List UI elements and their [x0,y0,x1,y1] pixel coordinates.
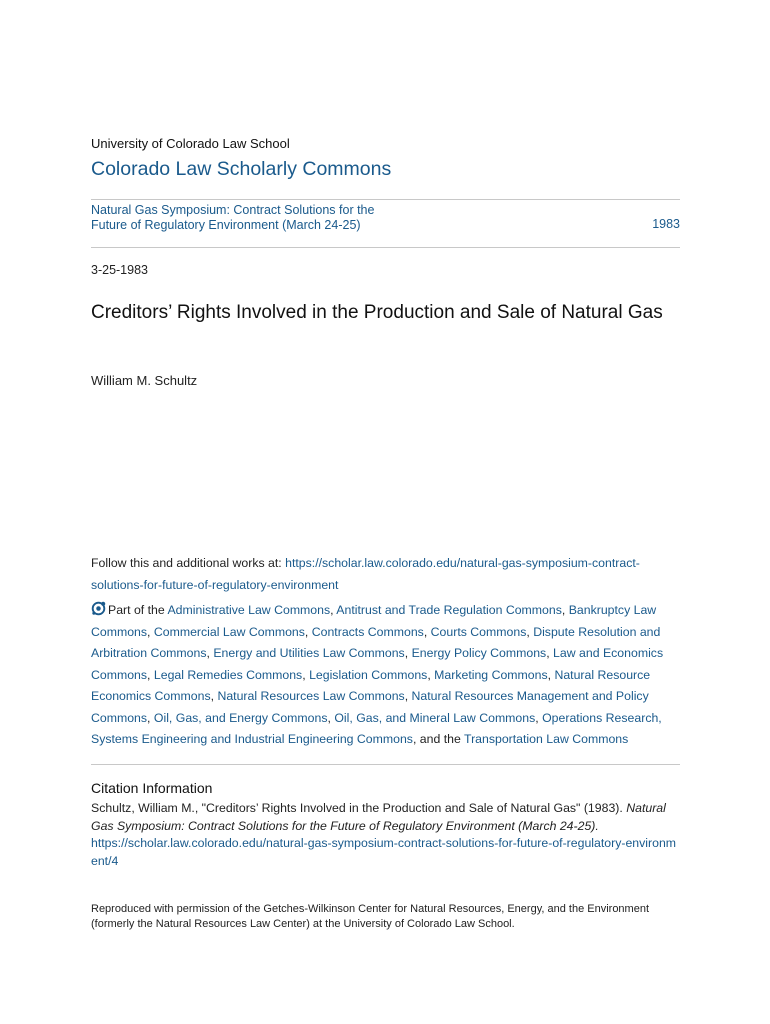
commons-link[interactable]: Oil, Gas, and Mineral Law Commons [334,710,536,725]
commons-link[interactable]: Transportation Law Commons [464,732,629,746]
citation-body [91,800,680,870]
commons-separator: , [423,624,431,639]
commons-separator: , [404,689,412,703]
document-page [91,0,680,1024]
commons-link[interactable]: Energy and Utilities Law Commons [213,646,405,660]
commons-separator: , [147,624,154,639]
commons-separator: , [561,603,569,617]
commons-link[interactable]: Natural Resource Economics Commons [91,667,651,703]
institution-name: University of Colorado Law School [91,136,290,151]
citation-divider [91,764,680,765]
commons-link[interactable]: Courts Commons [430,624,527,639]
commons-list [91,603,663,746]
commons-separator: , [206,646,214,660]
series-link[interactable]: Natural Gas Symposium: Contract Solutions for the Future of Regulatory Environment (March 24-25) [91,203,375,232]
series-row [91,203,680,245]
commons-link[interactable]: Energy Policy Commons [411,646,547,660]
commons-separator: , [535,710,543,725]
article-title: Creditors’ Rights Involved in the Production and Sale of Natural Gas [91,302,663,323]
article-author: William M. Schultz [91,373,198,388]
commons-link[interactable]: Natural Resources Management and Policy Commons [91,689,649,725]
commons-link[interactable]: Legal Remedies Commons [153,667,303,682]
commons-separator: , [302,667,310,682]
follow-prefix: Follow this and additional works at: [91,556,286,570]
commons-separator: , and the [412,732,465,746]
citation-url-link[interactable]: https://scholar.law.colorado.edu/natural-gas-symposium-contract-solutions-for-future-of-regulatory-environment/4 [91,836,677,868]
commons-link[interactable]: Natural Resources Law Commons [217,689,405,703]
commons-link[interactable]: Contracts Commons [311,624,424,639]
follow-url-link[interactable]: https://scholar.law.colorado.edu/natural-gas-symposium-contract-solutions-for-future-of-regulatory-environment [91,556,640,592]
citation-period: . [595,818,599,833]
commons-separator: , [546,646,554,660]
commons-link[interactable]: Administrative Law Commons [167,603,331,617]
header-divider [91,199,680,200]
part-of-commons [91,600,680,751]
commons-link[interactable]: Oil, Gas, and Energy Commons [153,710,328,725]
commons-link[interactable]: Commercial Law Commons [153,624,305,639]
commons-separator: , [547,667,555,682]
commons-link[interactable]: Legislation Commons [309,667,428,682]
commons-separator: , [304,624,312,639]
commons-link[interactable]: Bankruptcy Law Commons [91,603,657,639]
commons-separator: , [210,689,218,703]
series-year-link[interactable]: 1983 [652,217,680,231]
commons-link[interactable]: Law and Economics Commons [91,646,664,682]
citation-series: Natural Gas Symposium: Contract Solutions for the Future of Regulatory Environment (March 24-25) [91,801,666,833]
follow-works [91,553,680,596]
commons-link[interactable]: Dispute Resolution and Arbitration Commons [91,624,661,660]
commons-separator: , [404,646,412,660]
part-of-prefix: Part of the [108,603,168,617]
citation-heading: Citation Information [91,780,213,796]
commons-link[interactable]: Antitrust and Trade Regulation Commons [336,603,562,617]
commons-separator: , [330,603,337,617]
commons-separator: , [147,710,154,725]
commons-link[interactable]: Operations Research, Systems Engineering and Industrial Engineering Commons [91,710,662,746]
network-icon [91,601,106,616]
citation-text: Schultz, William M., "Creditors’ Rights Involved in the Production and Sale of Natural Gas" (1983). [91,801,627,815]
commons-link[interactable]: Marketing Commons [434,667,548,682]
commons-separator: , [327,710,335,725]
commons-separator: , [526,624,534,639]
commons-separator: , [427,667,435,682]
commons-separator: , [147,667,154,682]
repository-link[interactable]: Colorado Law Scholarly Commons [91,158,392,180]
publication-date: 3-25-1983 [91,263,148,277]
reproduction-notice: Reproduced with permission of the Getches-Wilkinson Center for Natural Resources, Energy, and the Environment (formerly the Natural Resources Law Center) at the University of Colorado Law School. [91,903,650,930]
series-divider [91,247,680,248]
